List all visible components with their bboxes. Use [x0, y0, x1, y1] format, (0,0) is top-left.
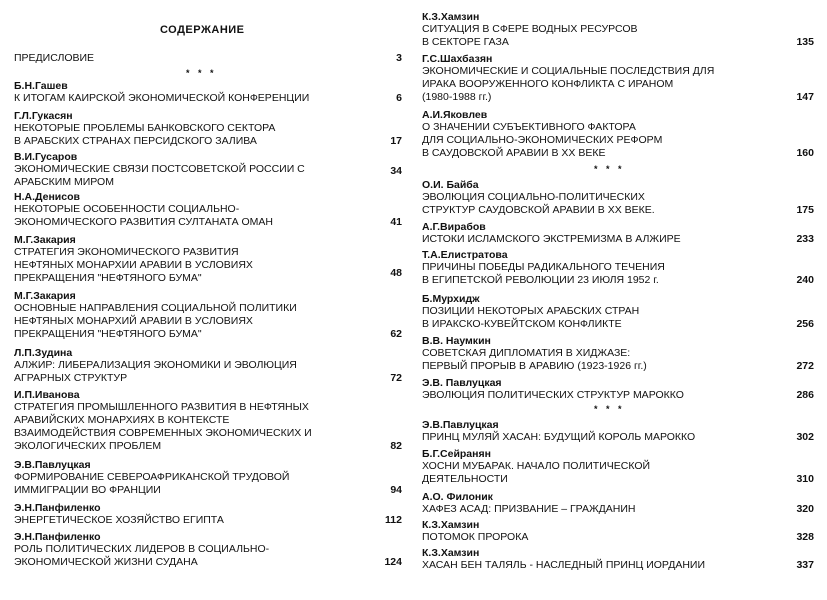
entry-title-line: АРАВИЙСКИХ МОНАРХИЯХ В КОНТЕКСТЕ: [14, 414, 230, 426]
entry-author: А.И.Яковлев: [422, 109, 488, 121]
section-separator: * * *: [594, 164, 625, 174]
entry-title-line: В ИРАКСКО-КУВЕЙТСКОМ КОНФЛИКТЕ: [422, 318, 622, 330]
entry-title-line: (1980-1988 гг.): [422, 91, 492, 103]
entry-page-number: 112: [385, 514, 402, 526]
entry-author: Т.А.Елистратова: [422, 249, 508, 261]
entry-author: К.З.Хамзин: [422, 547, 480, 559]
entry-title-line: НЕФТЯНЫХ МОНАРХИЙ АРАВИИ В УСЛОВИЯХ: [14, 315, 253, 327]
entry-author: Э.В. Павлуцкая: [422, 377, 502, 389]
entry-title-line: ХАФЕЗ АСАД: ПРИЗВАНИЕ – ГРАЖДАНИН: [422, 503, 636, 515]
toc-entry: [422, 250, 814, 287]
entry-title-line: ПЕРВЫЙ ПРОРЫВ В АРАВИЮ (1923-1926 гг.): [422, 360, 647, 372]
entry-title-line: ЭКОНОМИЧЕСКИЕ И СОЦИАЛЬНЫЕ ПОСЛЕДСТВИЯ ДЛЯ: [422, 65, 715, 77]
entry-title-line: НЕФТЯНЫХ МОНАРХИИ АРАВИИ В УСЛОВИЯХ: [14, 259, 253, 271]
entry-page-number: 337: [796, 559, 814, 571]
entry-title-line: ЭКОНОМИЧЕСКИЕ СВЯЗИ ПОСТСОВЕТСКОЙ РОССИИ С: [14, 163, 305, 175]
entry-title-line: ОСНОВНЫЕ НАПРАВЛЕНИЯ СОЦИАЛЬНОЙ ПОЛИТИКИ: [14, 302, 297, 314]
entry-title-line: О ЗНАЧЕНИИ СУБЪЕКТИВНОГО ФАКТОРА: [422, 121, 636, 133]
entry-title-line: ПОЗИЦИИ НЕКОТОРЫХ АРАБСКИХ СТРАН: [422, 305, 640, 317]
toc-entry: [422, 110, 814, 160]
entry-title-line: ИСТОКИ ИСЛАМСКОГО ЭКСТРЕМИЗМА В АЛЖИРЕ: [422, 233, 681, 245]
entry-page-number: 17: [390, 135, 402, 147]
entry-title-line: СИТУАЦИЯ В СФЕРЕ ВОДНЫХ РЕСУРСОВ: [422, 23, 638, 35]
entry-page-number: 147: [796, 91, 814, 103]
entry-title-line: РОЛЬ ПОЛИТИЧЕСКИХ ЛИДЕРОВ В СОЦИАЛЬНО-: [14, 543, 270, 555]
entry-title-line: ПРИЧИНЫ ПОБЕДЫ РАДИКАЛЬНОГО ТЕЧЕНИЯ: [422, 261, 665, 273]
entry-page-number: 41: [390, 216, 402, 228]
entry-author: К.З.Хамзин: [422, 11, 480, 23]
toc-entry: [422, 54, 814, 104]
toc-entry: [14, 52, 402, 65]
toc-entry: [422, 180, 814, 217]
toc-entry: [14, 460, 402, 497]
entry-title-line: АГРАРНЫХ СТРУКТУР: [14, 372, 128, 384]
entry-author: И.П.Иванова: [14, 389, 80, 401]
entry-page-number: 233: [796, 233, 814, 245]
entry-title-line: СТРУКТУР САУДОВСКОЙ АРАВИИ В XX ВЕКЕ.: [422, 204, 655, 216]
entry-author: Э.Н.Панфиленко: [14, 502, 101, 514]
entry-title-line: В АРАБСКИХ СТРАНАХ ПЕРСИДСКОГО ЗАЛИВА: [14, 135, 257, 147]
entry-title-line: ИММИГРАЦИИ ВО ФРАНЦИИ: [14, 484, 161, 496]
entry-title-line: ПРЕКРАЩЕНИЯ "НЕФТЯНОГО БУМА": [14, 328, 202, 340]
entry-page-number: 286: [796, 389, 814, 401]
toc-entry: [14, 152, 402, 189]
entry-page-number: 3: [396, 52, 402, 64]
toc-entry: [422, 548, 814, 572]
entry-page-number: 320: [796, 503, 814, 515]
toc-entry: [422, 336, 814, 373]
entry-author: В.И.Гусаров: [14, 151, 78, 163]
entry-title-line: В СЕКТОРЕ ГАЗА: [422, 36, 509, 48]
entry-title-line: СТРАТЕГИЯ ЭКОНОМИЧЕСКОГО РАЗВИТИЯ: [14, 246, 239, 258]
toc-entry: [14, 503, 402, 527]
toc-entry: [14, 532, 402, 569]
entry-author: А.Г.Вирабов: [422, 221, 486, 233]
entry-title-line: ЭКОНОМИЧЕСКОЙ ЖИЗНИ СУДАНА: [14, 556, 198, 568]
entry-title-line: ЭКОНОМИЧЕСКОГО РАЗВИТИЯ СУЛТАНАТА ОМАН: [14, 216, 273, 228]
entry-title-line: ХАСАН БЕН ТАЛЯЛЬ - НАСЛЕДНЫЙ ПРИНЦ ИОРДАНИИ: [422, 559, 706, 571]
entry-title-line: ПРЕКРАЩЕНИЯ "НЕФТЯНОГО БУМА": [14, 272, 202, 284]
entry-title-line: ЭВОЛЮЦИЯ СОЦИАЛЬНО-ПОЛИТИЧЕСКИХ: [422, 191, 645, 203]
entry-author: Г.Л.Гукасян: [14, 110, 73, 122]
entry-page-number: 256: [796, 318, 814, 330]
entry-author: Э.Н.Панфиленко: [14, 531, 101, 543]
toc-entry: [14, 81, 402, 105]
toc-entry: [14, 348, 402, 385]
page-title: СОДЕРЖАНИЕ: [160, 24, 245, 36]
entry-title-line: ИРАКА ВООРУЖЕННОГО КОНФЛИКТА С ИРАНОМ: [422, 78, 674, 90]
entry-title-line: ПОТОМОК ПРОРОКА: [422, 531, 529, 543]
toc-entry: [14, 291, 402, 341]
entry-title-line: В ЕГИПЕТСКОЙ РЕВОЛЮЦИИ 23 ИЮЛЯ 1952 г.: [422, 274, 659, 286]
entry-title-line: ВЗАИМОДЕЙСТВИЯ СОВРЕМЕННЫХ ЭКОНОМИЧЕСКИХ И: [14, 427, 312, 439]
entry-title-line: ДЛЯ СОЦИАЛЬНО-ЭКОНОМИЧЕСКИХ РЕФОРМ: [422, 134, 663, 146]
entry-title-line: ЭКОЛОГИЧЕСКИХ ПРОБЛЕМ: [14, 440, 162, 452]
entry-author: Н.А.Денисов: [14, 191, 80, 203]
entry-title-line: АРАБСКИМ МИРОМ: [14, 176, 114, 188]
toc-entry: [422, 222, 814, 246]
entry-page-number: 160: [796, 147, 814, 159]
entry-author: Э.В.Павлуцкая: [422, 419, 499, 431]
toc-entry: [14, 111, 402, 148]
entry-title-line: СТРАТЕГИЯ ПРОМЫШЛЕННОГО РАЗВИТИЯ В НЕФТЯНЫХ: [14, 401, 309, 413]
entry-author: Б.Мурхидж: [422, 293, 480, 305]
entry-author: Л.П.Зудина: [14, 347, 73, 359]
entry-title-line: АЛЖИР: ЛИБЕРАЛИЗАЦИЯ ЭКОНОМИКИ И ЭВОЛЮЦИЯ: [14, 359, 297, 371]
entry-page-number: 62: [390, 328, 402, 340]
toc-entry: [422, 492, 814, 516]
entry-page-number: 302: [796, 431, 814, 443]
section-separator: * * *: [594, 404, 625, 414]
entry-title-line: ПРИНЦ МУЛЯЙ ХАСАН: БУДУЩИЙ КОРОЛЬ МАРОККО: [422, 431, 696, 443]
entry-page-number: 135: [796, 36, 814, 48]
toc-entry: [422, 449, 814, 486]
entry-author: О.И. Байба: [422, 179, 479, 191]
entry-title-line: В САУДОВСКОЙ АРАВИИ В XX ВЕКЕ: [422, 147, 606, 159]
entry-page-number: 240: [796, 274, 814, 286]
entry-page-number: 310: [796, 473, 814, 485]
entry-author: Г.С.Шахбазян: [422, 53, 493, 65]
entry-page-number: 82: [390, 440, 402, 452]
entry-title-line: ХОСНИ МУБАРАК. НАЧАЛО ПОЛИТИЧЕСКОЙ: [422, 460, 651, 472]
toc-entry: [422, 294, 814, 331]
toc-entry: [14, 192, 402, 229]
entry-author: Э.В.Павлуцкая: [14, 459, 91, 471]
toc-entry: [422, 378, 814, 402]
entry-author: Б.Н.Гашев: [14, 80, 68, 92]
entry-author: М.Г.Закария: [14, 290, 76, 302]
entry-page-number: 94: [390, 484, 402, 496]
toc-entry: [14, 235, 402, 285]
toc-entry: [14, 390, 402, 453]
entry-title-line: ЭНЕРГЕТИЧЕСКОЕ ХОЗЯЙСТВО ЕГИПТА: [14, 514, 224, 526]
entry-title-line: СОВЕТСКАЯ ДИПЛОМАТИЯ В ХИДЖАЗЕ:: [422, 347, 631, 359]
entry-author: М.Г.Закария: [14, 234, 76, 246]
entry-page-number: 48: [390, 267, 402, 279]
entry-title-line: НЕКОТОРЫЕ ОСОБЕННОСТИ СОЦИАЛЬНО-: [14, 203, 240, 215]
entry-page-number: 328: [796, 531, 814, 543]
entry-title-line: ДЕЯТЕЛЬНОСТИ: [422, 473, 508, 485]
toc-entry: [422, 420, 814, 444]
entry-page-number: 72: [390, 372, 402, 384]
entry-title-line: К ИТОГАМ КАИРСКОЙ ЭКОНОМИЧЕСКОЙ КОНФЕРЕНЦИИ: [14, 92, 310, 104]
entry-page-number: 124: [384, 556, 402, 568]
entry-author: В.В. Наумкин: [422, 335, 491, 347]
toc-entry: [422, 520, 814, 544]
entry-title-line: НЕКОТОРЫЕ ПРОБЛЕМЫ БАНКОВСКОГО СЕКТОРА: [14, 122, 276, 134]
entry-page-number: 34: [390, 165, 402, 177]
toc-entry: [422, 12, 814, 49]
entry-title-line: ФОРМИРОВАНИЕ СЕВЕРОАФРИКАНСКОЙ ТРУДОВОЙ: [14, 471, 290, 483]
entry-author: А.О. Филоник: [422, 491, 493, 503]
entry-page-number: 272: [796, 360, 814, 372]
entry-author: Б.Г.Сейранян: [422, 448, 491, 460]
entry-author: К.З.Хамзин: [422, 519, 480, 531]
entry-page-number: 175: [796, 204, 814, 216]
entry-page-number: 6: [396, 92, 402, 104]
section-separator: * * *: [186, 68, 217, 78]
entry-title-line: ПРЕДИСЛОВИЕ: [14, 52, 95, 64]
entry-title-line: ЭВОЛЮЦИЯ ПОЛИТИЧЕСКИХ СТРУКТУР МАРОККО: [422, 389, 684, 401]
